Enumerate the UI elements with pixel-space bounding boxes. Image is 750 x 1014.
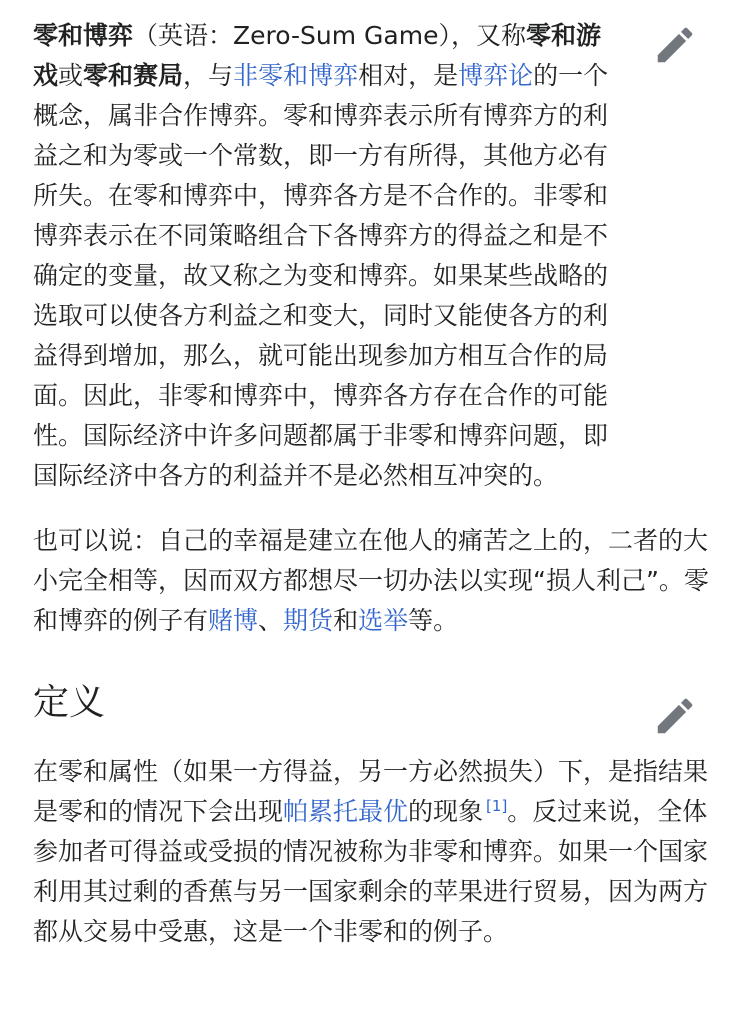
link-election[interactable]: 选举 (358, 606, 409, 635)
edit-definition-button[interactable] (652, 693, 698, 739)
link-pareto-optimal[interactable]: 帕累托最优 (283, 797, 409, 826)
section-heading-definition: 定义 (33, 682, 106, 723)
pencil-icon (652, 22, 698, 68)
edit-intro-button[interactable] (652, 22, 698, 68)
link-gambling[interactable]: 赌博 (208, 606, 259, 635)
link-futures[interactable]: 期货 (283, 606, 334, 635)
definition-body (33, 752, 713, 952)
article-body (33, 16, 713, 641)
term-title: 零和博弈 (33, 21, 134, 50)
examples-paragraph: 也可以说：自己的幸福是建立在他人的痛苦之上的，二者的大小完全相等，因而双方都想尽一切办法以实现“损人利己”。零和博弈的例子有赌博、期货和选举等。 (33, 526, 709, 635)
definition-paragraph: 在零和属性（如果一方得益，另一方必然损失）下，是指结果是零和的情况下会出现帕累托最优的现象 [1]。反过来说，全体参加者可得益或受损的情况被称为非零和博弈。如果一个国家利用其过剩的香蕉与另一国家剩余的苹果进行贸易，因为两方都从交易中受惠，这是一个非零和的例子。 (33, 757, 709, 946)
pencil-icon (652, 693, 698, 739)
link-game-theory[interactable]: 博弈论 (458, 61, 534, 90)
intro-paragraph: 零和博弈（英语：Zero-Sum Game），又称零和游戏或零和赛局，与非零和博弈相对，是博弈论的一个概念，属非合作博弈。零和博弈表示所有博弈方的利益之和为零或一个常数，即一方有所得，其他方必有所失。在零和博弈中，博弈各方是不合作的。非零和博弈表示在不同策略组合下各博弈方的得益之和是不确定的变量，故又称之为变和博弈。如果某些战略的选取可以使各方利益之和变大，同时又能使各方的利益得到增加，那么，就可能出现参加方相互合作的局面。因此，非零和博弈中，博弈各方存在合作的可能性。国际经济中许多问题都属于非零和博弈问题，即国际经济中各方的利益并不是必然相互冲突的。 (33, 21, 609, 490)
reference-link[interactable]: [1] (486, 797, 508, 815)
link-non-zero-sum[interactable]: 非零和博弈 (233, 61, 359, 90)
